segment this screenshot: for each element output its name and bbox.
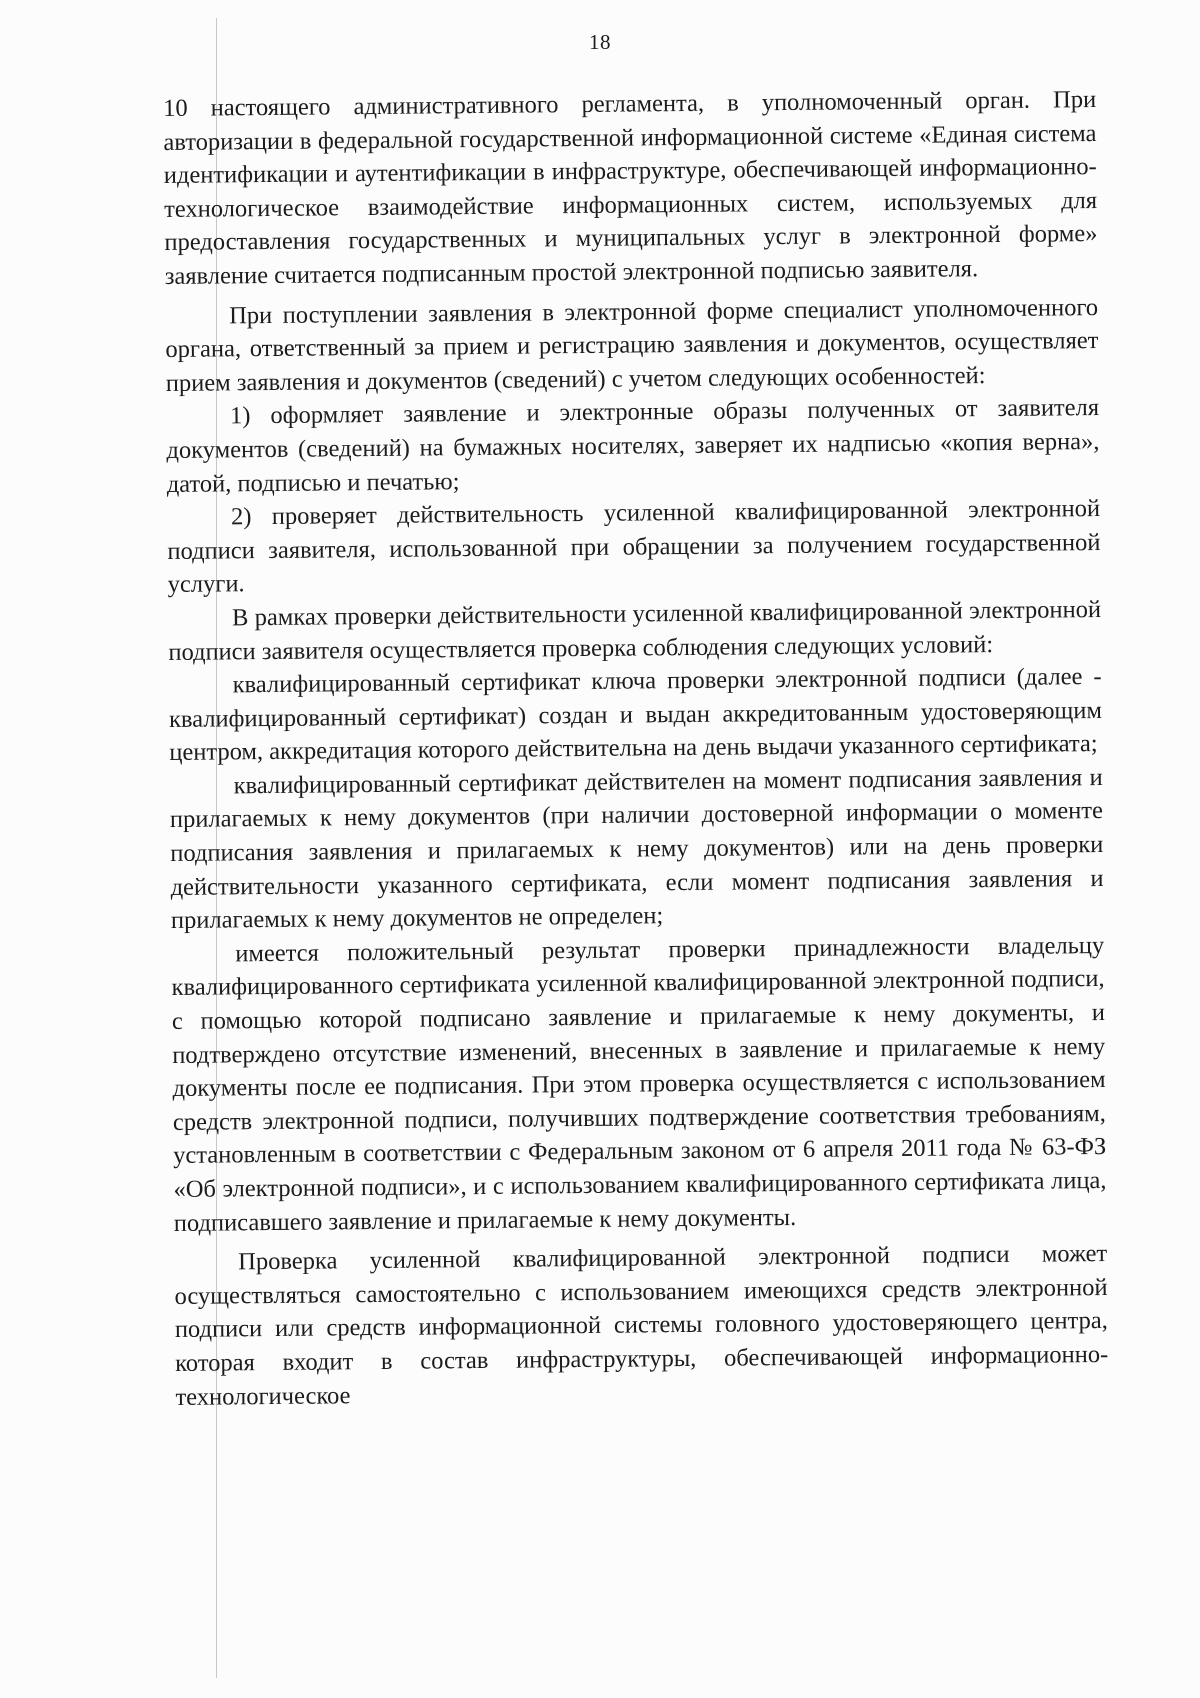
paragraph-signature-check: Проверка усиленной квалифицированной электронной подписи может осуществляться самостоятельно с использованием имеющихся средств электронной подписи или средств информационной системы головного удостоверяющего центра, которая входит в состав инфраструктуры, обеспечивающей информационно-технологическое bbox=[174, 1240, 1109, 1411]
paragraph-item-1: 1) оформляет заявление и электронные образы полученных от заявителя документов (сведений) на бумажных носителях, заверяет их надписью «копия верна», датой, подписью и печатью; bbox=[166, 394, 1100, 498]
page-number: 18 bbox=[589, 30, 611, 54]
document-body bbox=[163, 83, 1109, 1414]
paragraph-condition-1: квалифицированный сертификат ключа проверки электронной подписи (далее - квалифицированный сертификат) создан и выдан аккредитованным удостоверяющим центром, аккредитация которого действительна на день выдачи указанного сертификата; bbox=[168, 663, 1103, 767]
paragraph-item-2: 2) проверяет действительность усиленной квалифицированной электронной подписи заявителя, использованной при обращении за получением государственной услуги. bbox=[167, 495, 1101, 599]
paragraph-receipt: При поступлении заявления в электронной форме специалист уполномоченного органа, ответственный за прием и регистрацию заявления и документов, осуществляет прием заявления и документов (сведений) с учетом следующих особенностей: bbox=[165, 293, 1099, 397]
paragraph-condition-2: квалифицированный сертификат действителен на момент подписания заявления и прилагаемых к нему документов (при наличии достоверной информации о моменте подписания заявления и прилагаемых к нему документов) или на день проверки действительности указанного сертификата, если момент подписания заявления и прилагаемых к нему документов не определен; bbox=[169, 763, 1104, 935]
paragraph-intro: 10 настоящего административного регламента, в уполномоченный орган. При авторизации в федеральной государственной информационной системе «Единая система идентификации и аутентификации в инфраструктуре, обеспечивающей информационно-технологическое взаимодействие информационных систем, используемых для предоставления государственных и муниципальных услуг в электронной форме» заявление считается подписанным простой электронной подписью заявителя. bbox=[163, 86, 1098, 290]
paragraph-condition-3: имеется положительный результат проверки принадлежности владельцу квалифицированного сертификата усиленной квалифицированной электронной подписи, с помощью которой подписано заявление и прилагаемые к нему документы, и подтверждено отсутствие изменений, внесенных в заявление и прилагаемые к нему документы после ее подписания. При этом проверка осуществляется с использованием средств электронной подписи, получивших подтверждение соответствия требованиям, установленным в соответствии с Федеральным законом от 6 апреля 2011 года № 63-ФЗ «Об электронной подписи», и с использованием квалифицированного сертификата лица, подписавшего заявление и прилагаемые к нему документы. bbox=[171, 931, 1107, 1237]
paragraph-verification: В рамках проверки действительности усиленной квалифицированной электронной подписи заявителя осуществляется проверка соблюдения следующих условий: bbox=[168, 595, 1102, 666]
